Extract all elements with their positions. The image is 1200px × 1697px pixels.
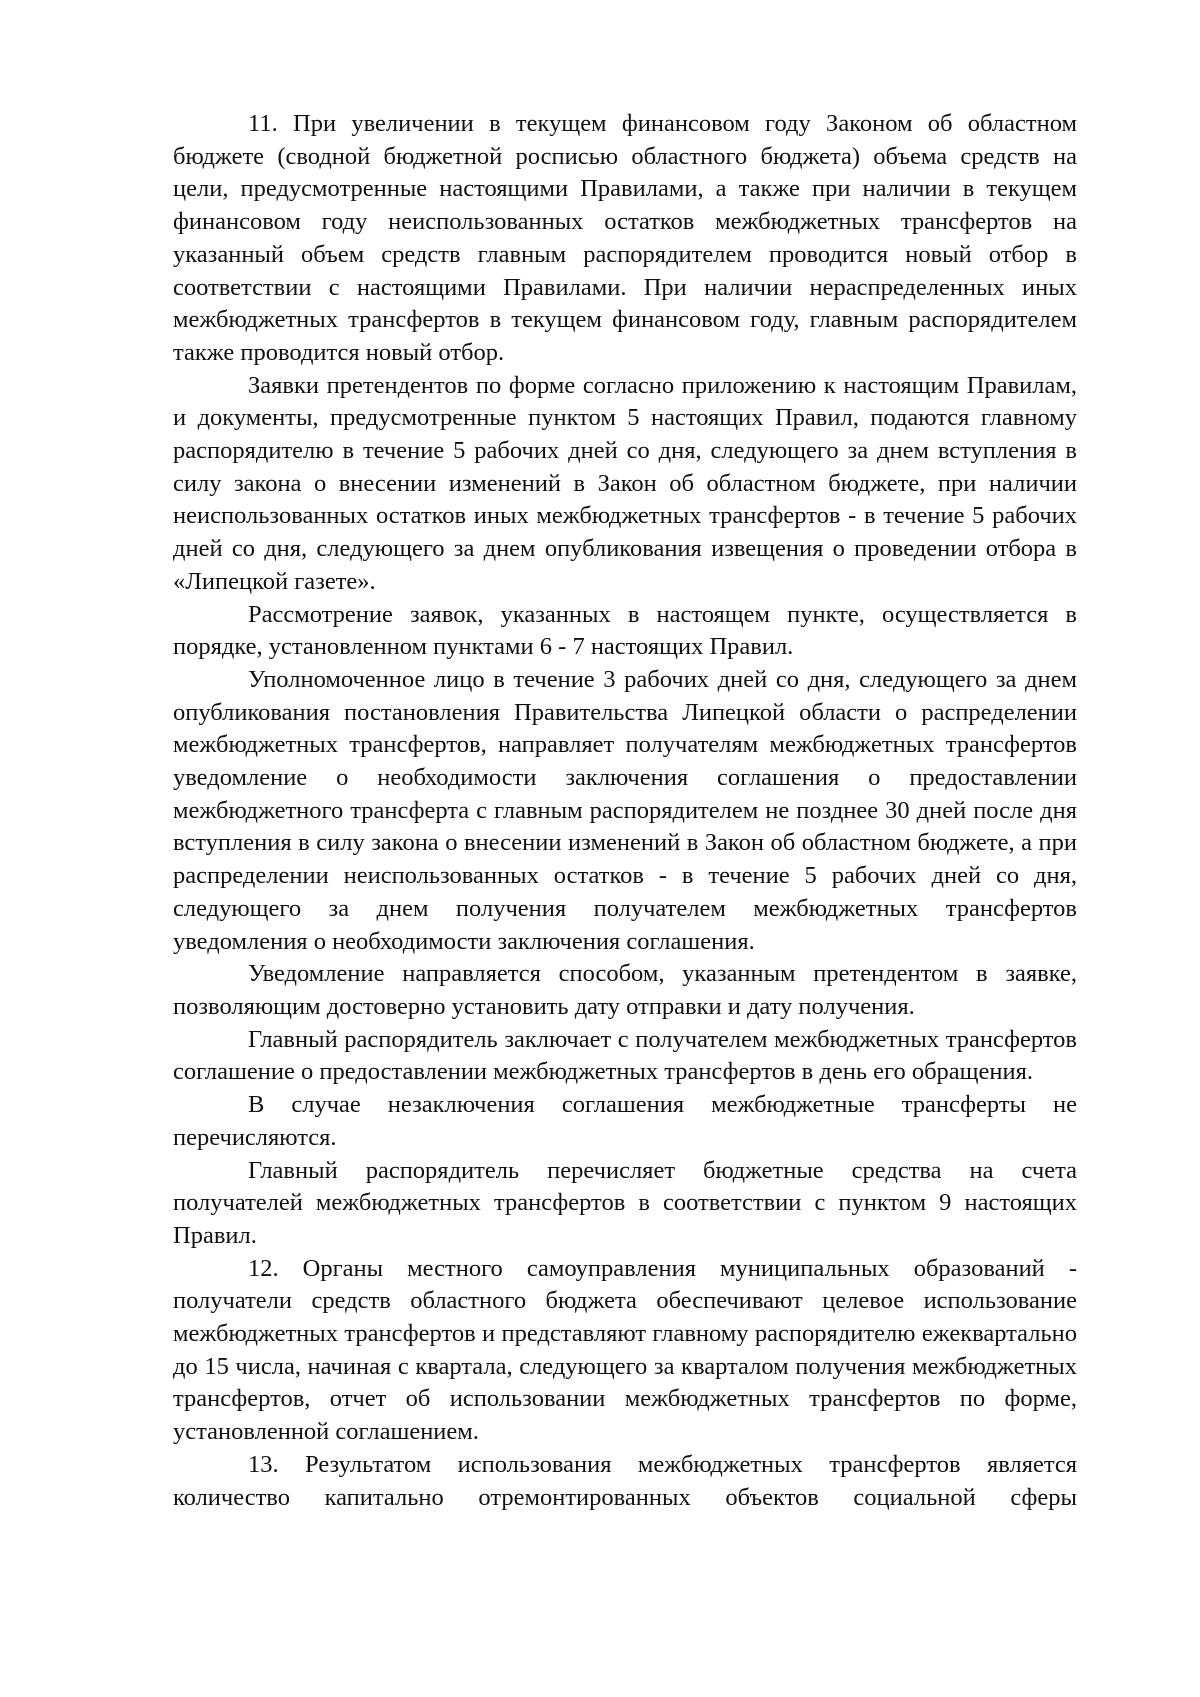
paragraph-authorized-person: Уполномоченное лицо в течение 3 рабочих дней со дня, следующего за днем опубликования постановления Правительства Липецкой области о распределении межбюджетных трансфертов, направляет получателям межбюджетных трансфертов уведомление о необходимости заключения соглашения о предоставлении межбюджетного трансферта с главным распорядителем не позднее 30 дней после дня вступления в силу закона о внесении изменений в Закон об областном бюджете, а при распределении неиспользованных остатков - в течение 5 рабочих дней со дня, следующего за днем получения получателем межбюджетных трансфертов уведомления о необходимости заключения соглашения. <box>173 665 1077 955</box>
paragraph-12: 12. Органы местного самоуправления муниципальных образований - получатели средств областного бюджета обеспечивают целевое использование межбюджетных трансфертов и представляют главному распорядителю ежеквартально до 15 числа, начиная с квартала, следующего за кварталом получения межбюджетных трансфертов, отчет об использовании межбюджетных трансфертов по форме, установленной соглашением. <box>173 1254 1077 1446</box>
paragraph-review: Рассмотрение заявок, указанных в настоящем пункте, осуществляется в порядке, установленном пунктами 6 - 7 настоящих Правил. <box>173 600 1077 661</box>
paragraph-notification: Уведомление направляется способом, указанным претендентом в заявке, позволяющим достоверно установить дату отправки и дату получения. <box>173 960 1077 1020</box>
paragraph-transfer-funds: Главный распорядитель перечисляет бюджетные средства на счета получателей межбюджетных трансфертов в соответствии с пунктом 9 настоящих Правил. <box>173 1156 1077 1249</box>
paragraph-13: 13. Результатом использования межбюджетных трансфертов является количество капитально отремонтированных объектов социальной сферы <box>173 1450 1077 1511</box>
paragraph-no-agreement: В случае незаключения соглашения межбюджетные трансферты не перечисляются. <box>173 1091 1077 1151</box>
paragraph-agreement: Главный распорядитель заключает с получателем межбюджетных трансфертов соглашение о предоставлении межбюджетных трансфертов в день его обращения. <box>173 1025 1077 1086</box>
paragraph-11: 11. При увеличении в текущем финансовом году Законом об областном бюджете (сводной бюджетной росписью областного бюджета) объема средств на цели, предусмотренные настоящими Правилами, а также при наличии в текущем финансовом году неиспользованных остатков межбюджетных трансфертов на указанный объем средств главным распорядителем проводится новый отбор в соответствии с настоящими Правилами. При наличии нераспределенных иных межбюджетных трансфертов в текущем финансовом году, главным распорядителем также проводится новый отбор. <box>173 110 1077 366</box>
paragraph-applications: Заявки претендентов по форме согласно приложению к настоящим Правилам, и документы, предусмотренные пунктом 5 настоящих Правил, подаются главному распорядителю в течение 5 рабочих дней со дня, следующего за днем вступления в силу закона о внесении изменений в Закон об областном бюджете, при наличии неиспользованных остатков иных межбюджетных трансфертов - в течение 5 рабочих дней со дня, следующего за днем опубликования извещения о проведении отбора в «Липецкой газете». <box>173 371 1077 595</box>
document-page <box>173 108 1077 1514</box>
